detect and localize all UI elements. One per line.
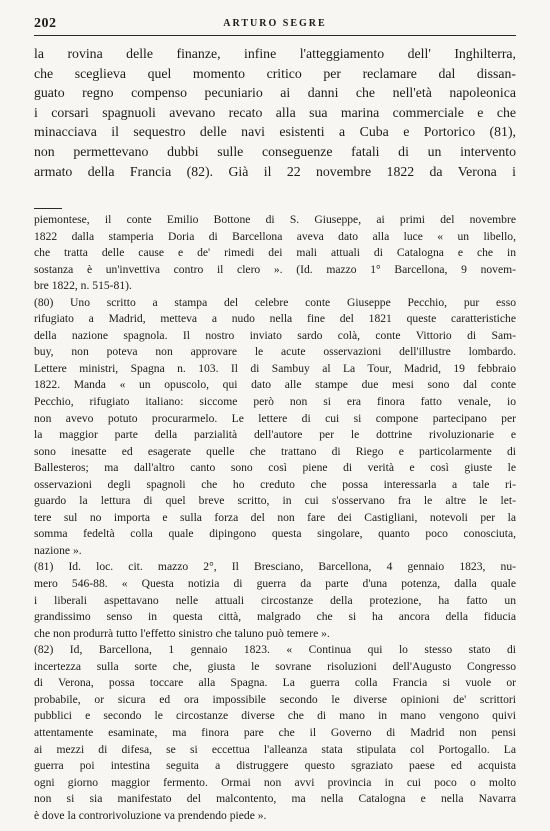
main-line: non permettevano dubbi sulle conseguenze fatali di un intervento [34, 143, 516, 159]
main-line: che sceglieva quel momento critico per reclamare dal dissan- [34, 65, 516, 81]
footnote-line: osservazioni degli spagnoli che ho creduto che possa interessarla a tale ri- [34, 477, 516, 491]
footnote-line: i liberali aspettavano nelle attuali circostanze della protezione, ha fatto un [34, 593, 516, 607]
footnote-line: guardo la lettura di quel breve scritto, in cui s'osservano fra le altre le let- [34, 494, 516, 508]
footnote-line: incertezza sulla sorte che, giusta le sovrane risoluzioni dell'Augusto Congresso [34, 659, 516, 673]
footnote-line: Lettere ministri, Spagna n. 103. Il di Sambuy al La Tour, Madrid, 19 febbraio [34, 361, 516, 375]
main-line: armato della Francia (82). Già il 22 novembre 1822 da Verona i [34, 163, 516, 179]
footnote-line: Ballesteros; ma dall'altro canto sono così piene di verità e così giuste le [34, 461, 516, 475]
footnote-80: (80) Uno scritto a stampa del celebre conte Giuseppe Pecchio, pur esso [34, 295, 516, 309]
footnote-line: ai mezzi di difesa, se si eccettua l'alleanza stata stipulata col Portogallo. La [34, 742, 516, 756]
footnote-line: sono inesatte ed esagerate quelle che trattano di Riego e particolarmente di [34, 444, 516, 458]
footnote-line: che non produrrà tutto l'effetto sinistro che taluno può temere ». [34, 626, 330, 640]
footnote-line: la maggior parte della parzialità dell'autore per le dottrine rivoluzionarie e [34, 428, 516, 442]
footnote-line: di Verona, possa toccare alla Spagna. La guerra colla Francia si vuole or [34, 676, 516, 690]
header-rule [34, 35, 516, 36]
main-line: guato regno compenso pecuniario ai danni che nell'età napoleonica [34, 85, 516, 101]
footnote-81: (81) Id. loc. cit. mazzo 2°, Il Bresciano, Barcellona, 4 gennaio 1823, nu- [34, 560, 516, 574]
footnote-line: sostanza è un'invettiva contro il clero ». (Id. mazzo 1° Barcellona, 9 novem- [34, 262, 516, 276]
footnote-line: buy, non poteva non approvare le acute osservazioni dell'illustre lombardo. [34, 345, 516, 359]
main-line: minacciava il sequestro delle navi esistenti a Cuba e Portorico (81), [34, 124, 516, 140]
running-title: ARTURO SEGRE [223, 18, 327, 29]
footnote-separator [34, 208, 62, 209]
footnote-82: (82) Id, Barcellona, 1 gennaio 1823. « Continua qui lo stesso stato di [34, 643, 516, 657]
footnote-line: mero 546-88. « Questa notizia di guerra da parte d'una potenza, dalla quale [34, 577, 516, 591]
footnote-line: 1822. Manda « un opuscolo, qui dato alle stampe due mesi sono dal conte [34, 378, 516, 392]
footnote-line: somma fedeltà colla quale dipingono questa singolare, quanto poco conosciuta, [34, 527, 516, 541]
footnote-line: piemontese, il conte Emilio Bottone di S. Giuseppe, ai primi del novembre [34, 213, 516, 226]
page-number: 202 [34, 16, 57, 31]
footnote-line: rifugiato a Madrid, metteva a nudo nella fine del 1821 queste caratteristiche [34, 312, 516, 326]
footnote-line: non avevo potuto procurarmelo. Le lettere di cui si compone partecipano per [34, 411, 516, 425]
footnote-line: è dove la controrivoluzione va prendendo piede ». [34, 808, 267, 822]
main-line: i corsari spagnuoli avevano recato alla sua marina commerciale e che [34, 104, 516, 120]
footnote-line: pubblici e secondo le circostanze diverse che di mano in mano vengono quivi [34, 709, 516, 723]
footnotes [34, 212, 516, 824]
footnote-line: grandissimo senso in questa città, malgrado che si ha ancora della fiducia [34, 610, 516, 624]
footnote-line: della nazione spagnola. Il nostro inviato sardo colà, conte Vittorio di Sam- [34, 328, 516, 342]
footnote-line: guerra poi intestina seguita a distruggere questo sgraziato paese ed acquista [34, 759, 516, 773]
footnote-line: non si sia manifestato del malcontento, ma nella Catalogna e nella Navarra [34, 792, 516, 806]
footnote-line: probabile, or sicura ed ora impossibile secondo le diverse opinioni de' scrittori [34, 692, 516, 706]
footnote-line: Pecchio, rifugiato italiano: siccome però non si era finora fatto venale, io [34, 395, 516, 409]
footnote-line: nazione ». [34, 543, 82, 557]
page-header [34, 16, 516, 36]
main-line: la rovina delle finanze, infine l'atteggiamento dell' Inghilterra, [34, 46, 516, 61]
main-text [34, 44, 516, 181]
footnote-line: bre 1822, n. 515-81). [34, 279, 132, 293]
footnote-line: che tratta delle cause e de' rimedi dei mali attuali di Catalogna e che in [34, 246, 516, 260]
footnote-line: ogni giorno maggior fermento. Ormai non avvi provincia in cui poco o molto [34, 775, 516, 789]
footnote-line: tere sul no importa e sulla forza del non fare dei Castigliani, notevoli per la [34, 510, 516, 524]
footnote-line: 1822 dalla stamperia Doria di Barcellona aveva dato alla luce « un libello, [34, 229, 516, 243]
footnote-line: attentamente esaminate, ma finora pare che il Governo di Madrid non pensi [34, 725, 516, 739]
